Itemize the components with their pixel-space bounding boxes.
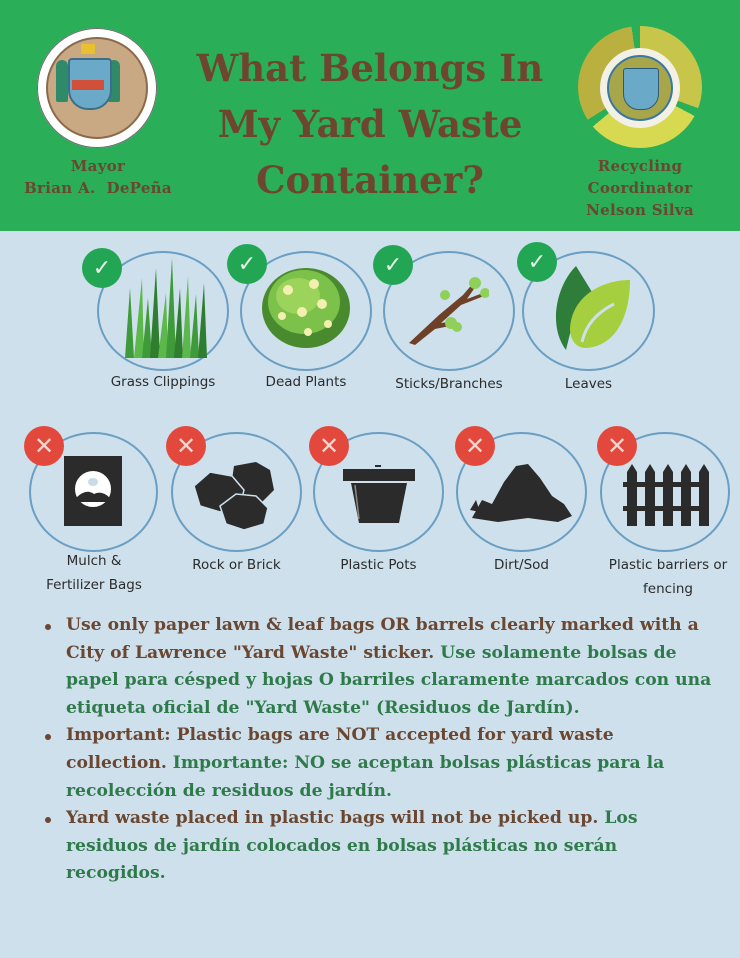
title-line-3: Container? xyxy=(256,158,484,202)
dirt-pile-icon xyxy=(468,460,574,524)
item-label xyxy=(14,549,174,597)
rule-spanish: Los residuos de jardín colocados en bolsas plásticas no serán recogidos. xyxy=(66,808,638,884)
coordinator-caption xyxy=(565,155,715,221)
rule-item xyxy=(40,722,720,805)
fence-icon xyxy=(623,464,709,526)
x-icon: ✕ xyxy=(166,426,206,466)
check-icon: ✓ xyxy=(227,244,267,284)
header-banner xyxy=(0,0,740,231)
item-label: Sticks/Branches xyxy=(395,376,503,392)
mayor-title: Mayor xyxy=(70,157,126,175)
mayor-name: Brian A. DePeña xyxy=(24,179,172,197)
item-label: Plastic Pots xyxy=(340,557,417,573)
item-label: Dead Plants xyxy=(265,374,347,390)
rule-spanish: Use solamente bolsas de papel para césped y hojas O barriles claramente marcados con una etiqueta oficial de "Yard Waste" (Residuos de Jardín). xyxy=(66,642,712,718)
coordinator-title-1: Recycling xyxy=(597,157,683,175)
check-icon: ✓ xyxy=(517,242,557,282)
label-line: Fertilizer Bags xyxy=(46,577,142,593)
coordinator-name: Nelson Silva xyxy=(586,201,694,219)
x-icon: ✕ xyxy=(455,426,495,466)
x-icon: ✕ xyxy=(597,426,637,466)
rule-english: Use only paper lawn & leaf bags OR barrels clearly marked with a City of Lawrence "Yard Waste" sticker. xyxy=(66,615,699,663)
rule-item xyxy=(40,612,720,722)
city-seal-logo xyxy=(37,28,157,148)
page-title xyxy=(180,40,560,208)
recycles-logo xyxy=(578,26,702,148)
x-icon: ✕ xyxy=(309,426,349,466)
leaf-icon xyxy=(552,266,632,354)
grass-icon xyxy=(120,258,210,358)
rule-english: Important: Plastic bags are NOT accepted for yard waste collection. xyxy=(66,725,614,773)
rule-spanish: Importante: NO se aceptan bolsas plásticas para la recolección de residuos de jardín. xyxy=(66,752,665,801)
item-label: Dirt/Sod xyxy=(494,557,549,573)
mayor-caption xyxy=(14,155,182,199)
title-line-2: My Yard Waste xyxy=(217,102,523,146)
rule-item xyxy=(40,805,720,888)
item-label xyxy=(588,553,740,601)
item-label: Leaves xyxy=(564,376,613,392)
fertilizer-bag-icon xyxy=(64,456,124,526)
rocks-icon xyxy=(190,462,280,530)
rule-english: Yard waste placed in plastic bags will not be picked up. xyxy=(66,808,599,829)
label-line: Mulch & xyxy=(66,553,122,569)
check-icon: ✓ xyxy=(82,248,122,288)
item-label: Rock or Brick xyxy=(192,557,281,573)
item-label: Grass Clippings xyxy=(110,374,216,390)
bush-icon xyxy=(258,262,354,352)
title-line-1: What Belongs In xyxy=(196,46,544,90)
check-icon: ✓ xyxy=(373,245,413,285)
label-line: Plastic barriers or xyxy=(608,557,728,573)
plant-pot-icon xyxy=(343,465,415,525)
rules-list xyxy=(40,612,720,888)
coordinator-title-2: Coordinator xyxy=(587,179,693,197)
branch-icon xyxy=(405,275,489,347)
label-line: fencing xyxy=(643,581,693,597)
x-icon: ✕ xyxy=(24,426,64,466)
